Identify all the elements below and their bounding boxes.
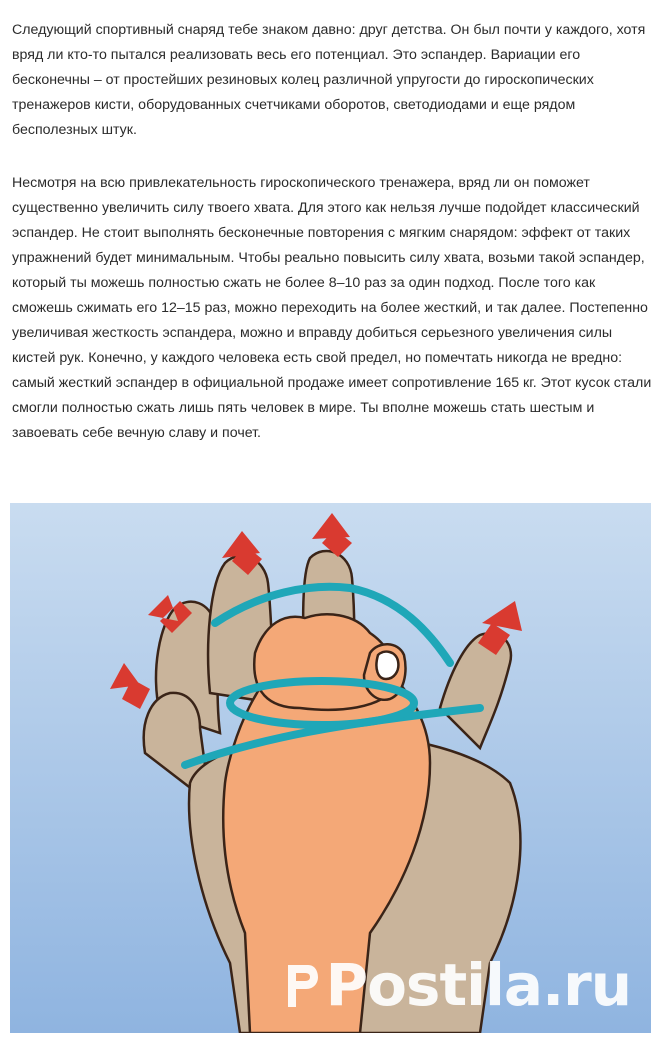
postila-logo-icon bbox=[282, 961, 320, 1011]
postila-watermark bbox=[282, 951, 631, 1019]
article-paragraph-advice: Несмотря на всю привлекательность гироскопического тренажера, вряд ли он поможет существенно увеличить силу твоего хвата. Для этого как нельзя лучше подойдет классический эспандер. Не стоит выполнять бесконечные повторения с мягким снарядом: эффект от таких упражнений будет минимальным. Чтобы реально повысить силу хвата, возьми такой эспандер, который ты можешь полностью сжать не более 8–10 раз за один подход. После того как сможешь сжимать его 12–15 раз, можно переходить на более жесткий, и так далее. Постепенно увеличивая жесткость эспандера, можно и вправду добиться серьезного увеличения силы кистей рук. Конечно, у каждого человека есть свой предел, но помечтать никогда не вредно: самый жесткий эспандер в официальной продаже имеет сопротивление 165 кг. Этот кусок стали смогли полностью сжать лишь пять человек в мире. Ты вполне можешь стать шестым и завоевать себе вечную славу и почет. bbox=[12, 175, 652, 441]
watermark-text: Postila.ru bbox=[325, 951, 631, 1019]
hand-expander-illustration bbox=[10, 503, 651, 1033]
article-paragraph-intro: Следующий спортивный снаряд тебе знаком давно: друг детства. Он был почти у каждого, хотя вряд ли кто-то пытался реализовать весь его потенциал. Это эспандер. Вариации его бесконечны – от простейших резиновых колец различной упругости до гироскопических тренажеров кисти, оборудованных счетчиками оборотов, светодиодами и еще рядом бесполезных штук. bbox=[12, 22, 646, 138]
thumb-nail bbox=[376, 652, 398, 679]
article-body bbox=[12, 18, 652, 474]
